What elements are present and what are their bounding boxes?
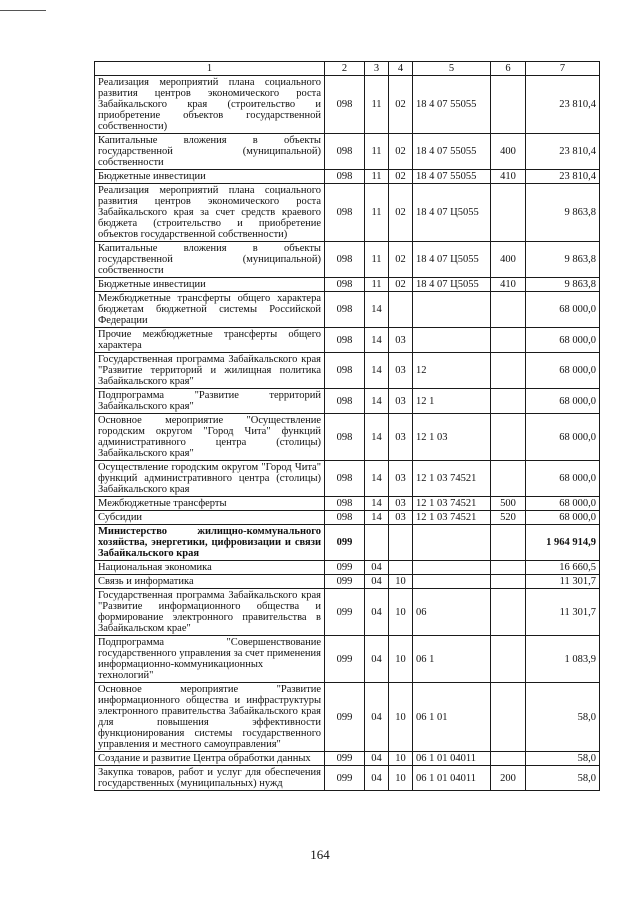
cell-name: Реализация мероприятий плана социального развития центров экономического роста Забайкальского края (строительство и приобретение объектов государственной собственности) — [95, 76, 325, 134]
cell-target-article — [413, 328, 491, 353]
cell-target-article: 12 1 03 — [413, 414, 491, 461]
cell-amount: 68 000,0 — [526, 414, 600, 461]
cell-expense-type: 200 — [491, 766, 526, 791]
cell-target-article: 18 4 07 55055 — [413, 134, 491, 170]
cell-name: Осуществление городским округом "Город Чита" функций административного центра (столицы) Забайкальского края — [95, 461, 325, 497]
header-cell: 4 — [389, 62, 413, 76]
cell-name: Основное мероприятие "Развитие информационного общества и инфраструктуры электронного правительства Забайкальского края для повышения эффективности функционирования системы государственного управления и местного самоуправления" — [95, 683, 325, 752]
cell-ministry-code: 099 — [325, 575, 365, 589]
table-row — [95, 353, 600, 389]
cell-amount: 68 000,0 — [526, 497, 600, 511]
cell-ministry-code: 098 — [325, 353, 365, 389]
cell-subsection — [389, 525, 413, 561]
cell-section: 11 — [365, 278, 389, 292]
cell-ministry-code: 099 — [325, 561, 365, 575]
cell-section: 14 — [365, 461, 389, 497]
budget-table — [94, 61, 600, 791]
cell-section: 04 — [365, 561, 389, 575]
cell-section: 11 — [365, 242, 389, 278]
cell-expense-type: 410 — [491, 278, 526, 292]
cell-name: Министерство жилищно-коммунального хозяйства, энергетики, цифровизации и связи Забайкальского края — [95, 525, 325, 561]
cell-ministry-code: 098 — [325, 278, 365, 292]
cell-expense-type: 400 — [491, 242, 526, 278]
cell-ministry-code: 099 — [325, 683, 365, 752]
cell-target-article: 06 1 01 — [413, 683, 491, 752]
cell-subsection: 03 — [389, 328, 413, 353]
cell-target-article: 06 1 01 04011 — [413, 766, 491, 791]
cell-subsection: 10 — [389, 575, 413, 589]
cell-expense-type — [491, 636, 526, 683]
cell-amount: 68 000,0 — [526, 461, 600, 497]
cell-ministry-code: 098 — [325, 497, 365, 511]
cell-amount: 11 301,7 — [526, 589, 600, 636]
cell-section: 14 — [365, 353, 389, 389]
cell-name: Создание и развитие Центра обработки данных — [95, 752, 325, 766]
cell-expense-type: 500 — [491, 497, 526, 511]
table-row — [95, 170, 600, 184]
cell-section: 14 — [365, 389, 389, 414]
cell-subsection: 03 — [389, 461, 413, 497]
cell-subsection: 10 — [389, 589, 413, 636]
cell-target-article: 12 1 03 74521 — [413, 511, 491, 525]
page-number: 164 — [310, 847, 330, 862]
cell-ministry-code: 099 — [325, 752, 365, 766]
cell-amount: 1 964 914,9 — [526, 525, 600, 561]
table-row — [95, 511, 600, 525]
cell-amount: 11 301,7 — [526, 575, 600, 589]
cell-name: Бюджетные инвестиции — [95, 278, 325, 292]
cell-expense-type — [491, 184, 526, 242]
cell-name: Подпрограмма "Развитие территорий Забайкальского края" — [95, 389, 325, 414]
cell-subsection — [389, 561, 413, 575]
table-row — [95, 184, 600, 242]
cell-subsection: 02 — [389, 184, 413, 242]
cell-target-article: 18 4 07 55055 — [413, 170, 491, 184]
cell-subsection: 03 — [389, 497, 413, 511]
cell-subsection: 10 — [389, 636, 413, 683]
cell-section: 11 — [365, 134, 389, 170]
cell-target-article — [413, 561, 491, 575]
cell-name: Капитальные вложения в объекты государственной (муниципальной) собственности — [95, 134, 325, 170]
cell-subsection: 10 — [389, 766, 413, 791]
cell-name: Межбюджетные трансферты — [95, 497, 325, 511]
cell-expense-type — [491, 414, 526, 461]
cell-expense-type — [491, 461, 526, 497]
cell-expense-type: 400 — [491, 134, 526, 170]
cell-amount: 68 000,0 — [526, 389, 600, 414]
table-row — [95, 242, 600, 278]
cell-subsection: 02 — [389, 170, 413, 184]
cell-ministry-code: 098 — [325, 76, 365, 134]
table-row — [95, 683, 600, 752]
cell-amount: 68 000,0 — [526, 353, 600, 389]
cell-ministry-code: 098 — [325, 461, 365, 497]
table-row — [95, 766, 600, 791]
cell-amount: 9 863,8 — [526, 184, 600, 242]
cell-section: 04 — [365, 683, 389, 752]
cell-ministry-code: 099 — [325, 766, 365, 791]
cell-target-article: 12 — [413, 353, 491, 389]
table-row — [95, 497, 600, 511]
cell-target-article: 18 4 07 Ц5055 — [413, 184, 491, 242]
cell-name: Основное мероприятие "Осуществление городским округом "Город Чита" функций административного центра (столицы) Забайкальского края" — [95, 414, 325, 461]
cell-amount: 16 660,5 — [526, 561, 600, 575]
cell-amount: 9 863,8 — [526, 242, 600, 278]
table-row — [95, 278, 600, 292]
cell-subsection: 03 — [389, 414, 413, 461]
cell-ministry-code: 099 — [325, 525, 365, 561]
table-row — [95, 752, 600, 766]
cell-ministry-code: 098 — [325, 414, 365, 461]
cell-subsection: 10 — [389, 752, 413, 766]
table-row — [95, 328, 600, 353]
cell-ministry-code: 098 — [325, 170, 365, 184]
cell-amount: 68 000,0 — [526, 328, 600, 353]
table-row — [95, 292, 600, 328]
cell-subsection: 02 — [389, 76, 413, 134]
cell-amount: 68 000,0 — [526, 511, 600, 525]
cell-name: Подпрограмма "Совершенствование государственного управления за счет применения информационно-коммуникационных технологий" — [95, 636, 325, 683]
cell-section: 04 — [365, 766, 389, 791]
cell-target-article: 12 1 — [413, 389, 491, 414]
cell-amount: 23 810,4 — [526, 76, 600, 134]
header-cell: 1 — [95, 62, 325, 76]
header-cell: 7 — [526, 62, 600, 76]
cell-subsection: 03 — [389, 353, 413, 389]
cell-expense-type — [491, 561, 526, 575]
cell-subsection: 03 — [389, 389, 413, 414]
cell-amount: 1 083,9 — [526, 636, 600, 683]
cell-target-article — [413, 292, 491, 328]
header-cell: 2 — [325, 62, 365, 76]
cell-name: Связь и информатика — [95, 575, 325, 589]
table-row — [95, 561, 600, 575]
table-row — [95, 575, 600, 589]
cell-name: Капитальные вложения в объекты государственной (муниципальной) собственности — [95, 242, 325, 278]
cell-section: 14 — [365, 497, 389, 511]
cell-amount: 58,0 — [526, 766, 600, 791]
cell-section: 14 — [365, 292, 389, 328]
cell-section — [365, 525, 389, 561]
cell-ministry-code: 098 — [325, 134, 365, 170]
cell-amount: 68 000,0 — [526, 292, 600, 328]
cell-expense-type: 520 — [491, 511, 526, 525]
cell-ministry-code: 098 — [325, 511, 365, 525]
cell-target-article: 06 1 01 04011 — [413, 752, 491, 766]
cell-target-article: 06 — [413, 589, 491, 636]
cell-target-article — [413, 525, 491, 561]
cell-amount: 23 810,4 — [526, 170, 600, 184]
cell-amount: 58,0 — [526, 752, 600, 766]
cell-name: Прочие межбюджетные трансферты общего характера — [95, 328, 325, 353]
cell-section: 14 — [365, 511, 389, 525]
cell-ministry-code: 098 — [325, 292, 365, 328]
cell-section: 04 — [365, 589, 389, 636]
cell-subsection: 03 — [389, 511, 413, 525]
cell-target-article: 18 4 07 Ц5055 — [413, 278, 491, 292]
cell-section: 14 — [365, 328, 389, 353]
table-row — [95, 461, 600, 497]
cell-amount: 58,0 — [526, 683, 600, 752]
cell-name: Субсидии — [95, 511, 325, 525]
cell-expense-type — [491, 292, 526, 328]
cell-ministry-code: 098 — [325, 184, 365, 242]
cell-name: Межбюджетные трансферты общего характера бюджетам бюджетной системы Российской Федерации — [95, 292, 325, 328]
cell-expense-type — [491, 76, 526, 134]
cell-expense-type — [491, 683, 526, 752]
cell-section: 11 — [365, 170, 389, 184]
cell-target-article — [413, 575, 491, 589]
cell-section: 14 — [365, 414, 389, 461]
cell-ministry-code: 099 — [325, 636, 365, 683]
cell-name: Национальная экономика — [95, 561, 325, 575]
cell-target-article: 12 1 03 74521 — [413, 461, 491, 497]
table-row — [95, 414, 600, 461]
cell-expense-type — [491, 752, 526, 766]
cell-target-article: 06 1 — [413, 636, 491, 683]
document-page — [94, 61, 599, 791]
cell-expense-type — [491, 353, 526, 389]
cell-ministry-code: 098 — [325, 389, 365, 414]
cell-subsection: 02 — [389, 242, 413, 278]
cell-target-article: 12 1 03 74521 — [413, 497, 491, 511]
cell-ministry-code: 098 — [325, 242, 365, 278]
cell-expense-type — [491, 525, 526, 561]
table-row — [95, 389, 600, 414]
table-row — [95, 134, 600, 170]
cell-expense-type: 410 — [491, 170, 526, 184]
cell-ministry-code: 098 — [325, 328, 365, 353]
cell-subsection: 02 — [389, 278, 413, 292]
header-cell: 3 — [365, 62, 389, 76]
cell-target-article: 18 4 07 55055 — [413, 76, 491, 134]
header-row — [95, 62, 600, 76]
cell-subsection — [389, 292, 413, 328]
cell-expense-type — [491, 328, 526, 353]
cell-name: Государственная программа Забайкальского края "Развитие территорий и жилищная политика Забайкальского края" — [95, 353, 325, 389]
cell-amount: 9 863,8 — [526, 278, 600, 292]
table-body — [95, 76, 600, 791]
cell-name: Реализация мероприятий плана социального развития центров экономического роста Забайкальского края за счет средств краевого бюджета (строительство и приобретение объектов государственной собственности) — [95, 184, 325, 242]
header-cell: 6 — [491, 62, 526, 76]
table-row — [95, 636, 600, 683]
table-row — [95, 76, 600, 134]
cell-name: Государственная программа Забайкальского края "Развитие информационного общества и формирование электронного правительства в Забайкальском крае" — [95, 589, 325, 636]
cell-expense-type — [491, 589, 526, 636]
cell-name: Бюджетные инвестиции — [95, 170, 325, 184]
cell-expense-type — [491, 575, 526, 589]
table-row — [95, 589, 600, 636]
cell-name: Закупка товаров, работ и услуг для обеспечения государственных (муниципальных) нужд — [95, 766, 325, 791]
cell-section: 11 — [365, 184, 389, 242]
cell-target-article: 18 4 07 Ц5055 — [413, 242, 491, 278]
table-row — [95, 525, 600, 561]
cell-section: 11 — [365, 76, 389, 134]
cell-subsection: 10 — [389, 683, 413, 752]
corner-mark — [0, 10, 46, 11]
cell-subsection: 02 — [389, 134, 413, 170]
cell-ministry-code: 099 — [325, 589, 365, 636]
cell-section: 04 — [365, 636, 389, 683]
cell-expense-type — [491, 389, 526, 414]
cell-section: 04 — [365, 752, 389, 766]
header-cell: 5 — [413, 62, 491, 76]
cell-section: 04 — [365, 575, 389, 589]
cell-amount: 23 810,4 — [526, 134, 600, 170]
